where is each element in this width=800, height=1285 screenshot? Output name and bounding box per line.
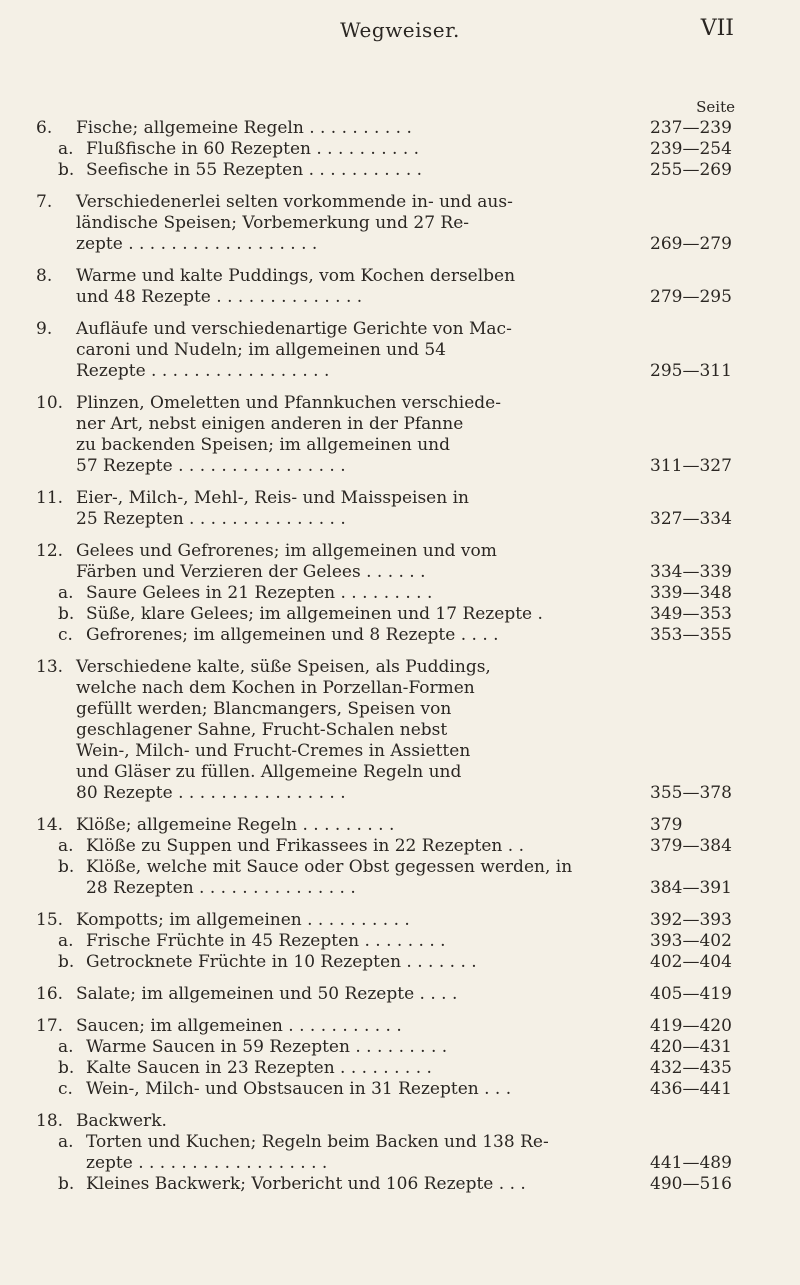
page-range: 311—327 [650,456,732,476]
toc-line [36,625,746,646]
entry-text: Flußfische in 60 Rezepten . . . . . . . . . . [86,139,420,159]
page-range: 255—269 [650,160,732,180]
toc-line [36,678,746,699]
toc-line [36,762,746,783]
entry-letter: b. [58,857,75,877]
page-range: 379—384 [650,836,732,856]
toc-subentry [36,836,746,857]
section-gap [36,382,746,393]
running-header-title: Wegweiser. [340,18,460,42]
entry-letter: a. [58,1132,74,1152]
entry-text: 28 Rezepten . . . . . . . . . . . . . . . [86,878,356,898]
toc-line [36,414,746,435]
toc-entry [36,657,746,804]
entry-letter: b. [58,1174,75,1194]
entry-letter: b. [58,604,75,624]
toc-subentry [36,1079,746,1100]
toc-subentry [36,931,746,952]
toc-line [36,1111,746,1132]
page-range: 327—334 [650,509,732,529]
page-range: 419—420 [650,1016,732,1036]
entry-text: welche nach dem Kochen in Porzellan-Formen [76,678,475,698]
toc-entry [36,266,746,308]
entry-text: Seefische in 55 Rezepten . . . . . . . . . . . [86,160,423,180]
toc-line [36,657,746,678]
toc-line [36,984,746,1005]
page-range: 420—431 [650,1037,732,1057]
toc-line [36,192,746,213]
entry-number: 11. [36,488,64,508]
toc-line [36,488,746,509]
entry-text: Verschiedene kalte, süße Speisen, als Puddings, [76,657,491,677]
entry-text: Rezepte . . . . . . . . . . . . . . . . . [76,361,330,381]
page-range: 432—435 [650,1058,732,1078]
section-gap [36,646,746,657]
toc-entry [36,984,746,1005]
toc-entry [36,488,746,530]
toc-line [36,815,746,836]
entry-number: 18. [36,1111,64,1131]
entry-letter: a. [58,836,74,856]
entry-number: 17. [36,1016,64,1036]
entry-text: Salate; im allgemeinen und 50 Rezepte . . . . [76,984,458,1004]
entry-text: Wein-, Milch- und Frucht-Cremes in Assietten [76,741,471,761]
toc-line [36,699,746,720]
page-range: 405—419 [650,984,732,1004]
entry-letter: c. [58,625,73,645]
entry-text: geschlagener Sahne, Frucht-Schalen nebst [76,720,448,740]
toc-line [36,319,746,340]
entry-text: Frische Früchte in 45 Rezepten . . . . . . . . [86,931,446,951]
toc-entry [36,393,746,477]
section-gap [36,308,746,319]
page-range: 239—254 [650,139,732,159]
toc-line [36,541,746,562]
toc-line [36,160,746,181]
page-range: 402—404 [650,952,732,972]
toc-line [36,952,746,973]
toc-subentry [36,1037,746,1058]
table-of-contents [36,118,746,1195]
entry-text: ländische Speisen; Vorbemerkung und 27 Re- [76,213,470,233]
entry-text: Backwerk. [76,1111,167,1131]
page-range: 339—348 [650,583,732,603]
toc-line [36,836,746,857]
section-gap [36,1100,746,1111]
toc-line [36,139,746,160]
entry-text: Gelees und Gefrorenes; im allgemeinen und vom [76,541,497,561]
entry-text: ner Art, nebst einigen anderen in der Pfanne [76,414,464,434]
entry-number: 7. [36,192,53,212]
toc-line [36,509,746,530]
toc-subentry [36,139,746,160]
page-range: 295—311 [650,361,732,381]
entry-number: 9. [36,319,53,339]
entry-text: Eier-, Milch-, Mehl-, Reis- und Maisspeisen in [76,488,469,508]
toc-subentry [36,1174,746,1195]
entry-text: Gefrorenes; im allgemeinen und 8 Rezepte . . . . [86,625,499,645]
column-label-seite: Seite [696,98,735,116]
entry-text: Süße, klare Gelees; im allgemeinen und 17 Rezepte . [86,604,543,624]
page-range: 436—441 [650,1079,732,1099]
entry-text: Kompotts; im allgemeinen . . . . . . . . . . [76,910,410,930]
toc-entry [36,1111,746,1132]
toc-line [36,1153,746,1174]
entry-text: Saucen; im allgemeinen . . . . . . . . . . . [76,1016,402,1036]
entry-number: 14. [36,815,64,835]
toc-subentry [36,1132,746,1174]
toc-entry [36,192,746,255]
entry-letter: c. [58,1079,73,1099]
toc-entry [36,815,746,836]
entry-text: zu backenden Speisen; im allgemeinen und [76,435,451,455]
toc-entry [36,910,746,931]
toc-subentry [36,604,746,625]
toc-line [36,1174,746,1195]
entry-text: und Gläser zu füllen. Allgemeine Regeln und [76,762,462,782]
entry-text: gefüllt werden; Blancmangers, Speisen von [76,699,452,719]
entry-text: caroni und Nudeln; im allgemeinen und 54 [76,340,446,360]
entry-text: Klöße zu Suppen und Frikassees in 22 Rezepten . . [86,836,524,856]
toc-entry [36,118,746,139]
entry-text: Färben und Verzieren der Gelees . . . . . . [76,562,426,582]
toc-entry [36,541,746,583]
toc-line [36,456,746,477]
toc-line [36,287,746,308]
toc-line [36,583,746,604]
entry-number: 15. [36,910,64,930]
section-gap [36,477,746,488]
entry-text: Wein-, Milch- und Obstsaucen in 31 Rezepten . . . [86,1079,512,1099]
toc-line [36,604,746,625]
toc-subentry [36,625,746,646]
page-range: 379 [650,815,683,835]
entry-number: 6. [36,118,53,138]
toc-line [36,1132,746,1153]
entry-text: Warme und kalte Puddings, vom Kochen derselben [76,266,516,286]
section-gap [36,804,746,815]
toc-line [36,234,746,255]
toc-subentry [36,583,746,604]
page-range: 490—516 [650,1174,732,1194]
toc-line [36,741,746,762]
entry-text: zepte . . . . . . . . . . . . . . . . . . [86,1153,328,1173]
page-range: 279—295 [650,287,732,307]
entry-letter: b. [58,952,75,972]
toc-subentry [36,1058,746,1079]
toc-line [36,340,746,361]
entry-text: und 48 Rezepte . . . . . . . . . . . . . . [76,287,363,307]
section-gap [36,530,746,541]
toc-line [36,1016,746,1037]
toc-line [36,562,746,583]
toc-line [36,1058,746,1079]
entry-text: Klöße, welche mit Sauce oder Obst gegessen werden, in [86,857,573,877]
entry-text: Fische; allgemeine Regeln . . . . . . . . . . [76,118,412,138]
toc-line [36,878,746,899]
entry-letter: a. [58,1037,74,1057]
toc-line [36,118,746,139]
toc-line [36,931,746,952]
page-range: 334—339 [650,562,732,582]
toc-subentry [36,952,746,973]
toc-line [36,1037,746,1058]
page-range: 393—402 [650,931,732,951]
entry-text: Torten und Kuchen; Regeln beim Backen und 138 Re- [86,1132,549,1152]
section-gap [36,973,746,984]
entry-letter: a. [58,931,74,951]
entry-letter: a. [58,583,74,603]
section-gap [36,899,746,910]
entry-number: 12. [36,541,64,561]
entry-number: 13. [36,657,64,677]
section-gap [36,181,746,192]
toc-line [36,783,746,804]
toc-line [36,213,746,234]
toc-line [36,720,746,741]
page-range: 353—355 [650,625,732,645]
toc-line [36,910,746,931]
toc-line [36,266,746,287]
entry-text: zepte . . . . . . . . . . . . . . . . . . [76,234,318,254]
entry-text: 80 Rezepte . . . . . . . . . . . . . . . . [76,783,346,803]
entry-number: 10. [36,393,64,413]
entry-text: Verschiedenerlei selten vorkommende in- und aus- [76,192,513,212]
entry-text: Aufläufe und verschiedenartige Gerichte von Mac- [76,319,512,339]
entry-text: 57 Rezepte . . . . . . . . . . . . . . . . [76,456,346,476]
page-range: 237—239 [650,118,732,138]
toc-line [36,361,746,382]
toc-line [36,393,746,414]
entry-text: Kalte Saucen in 23 Rezepten . . . . . . . . . [86,1058,432,1078]
entry-letter: b. [58,160,75,180]
toc-subentry [36,857,746,899]
entry-number: 16. [36,984,64,1004]
toc-subentry [36,160,746,181]
page-range: 349—353 [650,604,732,624]
page-range: 441—489 [650,1153,732,1173]
section-gap [36,1005,746,1016]
entry-text: Warme Saucen in 59 Rezepten . . . . . . . . . [86,1037,448,1057]
entry-text: Getrocknete Früchte in 10 Rezepten . . . . . . . [86,952,477,972]
toc-entry [36,1016,746,1037]
entry-text: Saure Gelees in 21 Rezepten . . . . . . . . . [86,583,433,603]
entry-letter: b. [58,1058,75,1078]
page-range: 392—393 [650,910,732,930]
page-number: VII [700,16,734,41]
entry-text: Plinzen, Omeletten und Pfannkuchen verschiede- [76,393,501,413]
entry-number: 8. [36,266,53,286]
entry-text: Kleines Backwerk; Vorbericht und 106 Rezepte . . . [86,1174,526,1194]
toc-line [36,435,746,456]
toc-line [36,1079,746,1100]
page-range: 384—391 [650,878,732,898]
entry-letter: a. [58,139,74,159]
section-gap [36,255,746,266]
toc-line [36,857,746,878]
entry-text: 25 Rezepten . . . . . . . . . . . . . . . [76,509,346,529]
entry-text: Klöße; allgemeine Regeln . . . . . . . . . [76,815,395,835]
page-range: 355—378 [650,783,732,803]
toc-entry [36,319,746,382]
page-range: 269—279 [650,234,732,254]
